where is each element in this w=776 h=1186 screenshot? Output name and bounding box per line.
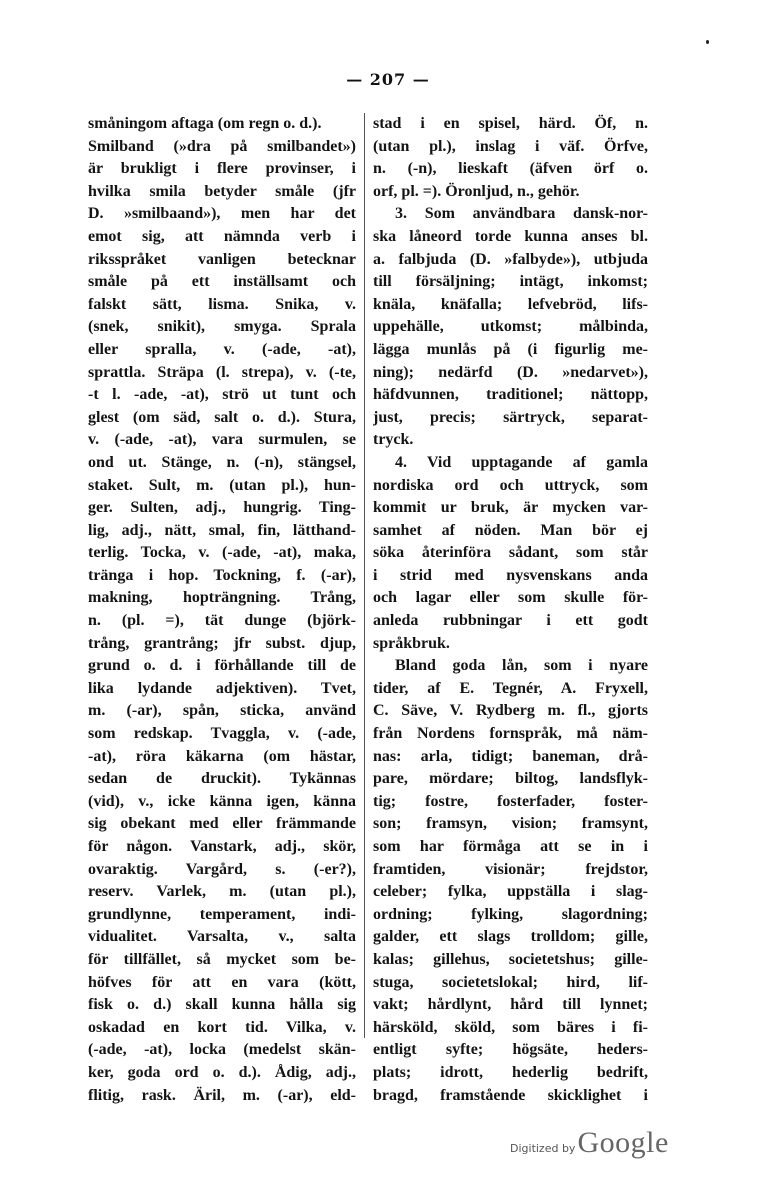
- right-text-column: [373, 113, 648, 1107]
- text-line: sig obekant med eller främmande: [88, 815, 356, 833]
- text-line: C. Säve, V. Rydberg m. fl., gjorts: [373, 702, 648, 720]
- text-line: m. (-ar), spån, sticka, använd: [88, 702, 356, 720]
- text-line: v. (-ade, -at), vara surmulen, se: [88, 431, 356, 449]
- text-line: nordiska ord och uttryck, som: [373, 476, 648, 494]
- text-line: (utan pl.), inslag i väf. Örfve,: [373, 137, 648, 155]
- text-line: och lagar eller som skulle för-: [373, 589, 648, 607]
- text-line: uppehälle, utkomst; målbinda,: [373, 318, 648, 336]
- text-line: ovaraktig. Vargård, s. (-er?),: [88, 860, 356, 878]
- text-line: a. falbjuda (D. »falbyde»), utbjuda: [373, 250, 648, 268]
- text-line: entligt syfte; högsäte, heders-: [373, 1041, 648, 1059]
- text-line: eller spralla, v. (-ade, -at),: [88, 340, 356, 358]
- text-line: trång, grantrång; jfr subst. djup,: [88, 634, 356, 652]
- text-line: celeber; fylka, uppställa i slag-: [373, 883, 648, 901]
- text-line: bragd, framstående skicklighet i: [373, 1086, 648, 1104]
- text-line: galder, ett slags trolldom; gille,: [373, 928, 648, 946]
- text-line: samhet af nöden. Man bör ej: [373, 521, 648, 539]
- text-line: kalas; gillehus, societetshus; gille-: [373, 950, 648, 968]
- text-line: tider, af E. Tegnér, A. Fryxell,: [373, 679, 648, 697]
- text-line: ond ut. Stänge, n. (-n), stängsel,: [88, 453, 356, 471]
- text-line: kommit ur bruk, är mycken var-: [373, 499, 648, 517]
- text-line: 3. Som användbara dansk-nor-: [395, 205, 648, 223]
- text-line: från Nordens fornspråk, må näm-: [373, 725, 648, 743]
- text-line: flitig, rask. Äril, m. (-ar), eld-: [88, 1086, 356, 1104]
- text-line: oskadad en kort tid. Vilka, v.: [88, 1018, 356, 1036]
- text-line: staket. Sult, m. (utan pl.), hun-: [88, 476, 356, 494]
- text-line: n. (pl. =), tät dunge (björk-: [88, 612, 356, 630]
- text-line: lägga munlås på (i figurlig me-: [373, 340, 648, 358]
- text-line: är brukligt i flere provinser, i: [88, 160, 356, 178]
- text-line: tränga i hop. Tockning, f. (-ar),: [88, 566, 356, 584]
- text-line: ordning; fylking, slagordning;: [373, 905, 648, 923]
- text-line: härsköld, sköld, som bäres i fi-: [373, 1018, 648, 1036]
- left-text-column: [88, 113, 356, 1107]
- text-line: språkbruk.: [373, 634, 450, 652]
- page-number: — 207 —: [346, 70, 430, 89]
- text-line: vidualitet. Varsalta, v., salta: [88, 928, 356, 946]
- text-line: falskt sätt, lisma. Snika, v.: [88, 295, 356, 313]
- digitized-by-google-watermark: [510, 1126, 669, 1160]
- text-line: knäla, knäfalla; lefvebröd, lifs-: [373, 295, 648, 313]
- text-line: tryck.: [373, 431, 414, 449]
- text-line: framtiden, visionär; frejdstor,: [373, 860, 648, 878]
- text-line: sedan de druckit). Tykännas: [88, 770, 356, 788]
- text-line: ning); nedärfd (D. »nedarvet»),: [373, 363, 648, 381]
- text-line: höfves för att en vara (kött,: [88, 973, 356, 991]
- text-line: till försäljning; intägt, inkomst;: [373, 273, 648, 291]
- text-line: ger. Sulten, adj., hungrig. Ting-: [88, 499, 356, 517]
- text-line: lika lydande adjektiven). Tvet,: [88, 679, 356, 697]
- text-line: -t l. -ade, -at), strö ut tunt och: [88, 386, 356, 404]
- text-line: (-ade, -at), locka (medelst skän-: [88, 1041, 356, 1059]
- column-divider: [364, 113, 365, 1038]
- text-line: småningom aftaga (om regn o. d.).: [88, 115, 322, 132]
- text-line: hvilka smila betyder småle (jfr: [88, 182, 356, 200]
- text-line: ska låneord torde kunna anses bl.: [373, 227, 648, 245]
- text-line: anleda rubbningar i ett godt: [373, 612, 648, 630]
- text-line: sprattla. Sträpa (l. strepa), v. (-te,: [88, 363, 356, 381]
- text-line: nas: arla, tidigt; baneman, drå-: [373, 747, 648, 765]
- text-line: som redskap. Tvaggla, v. (-ade,: [88, 725, 356, 743]
- text-line: för någon. Vanstark, adj., skör,: [88, 838, 356, 855]
- text-line: för tillfället, så mycket som be-: [88, 950, 356, 968]
- text-line: just, precis; särtryck, separat-: [373, 408, 648, 426]
- text-line: vakt; hårdlynt, hård till lynnet;: [373, 996, 648, 1014]
- text-line: Smilband (»dra på smilbandet»): [88, 137, 356, 155]
- stray-ink-mark: [706, 40, 709, 44]
- text-line: emot sig, att nämnda verb i: [88, 227, 356, 245]
- text-line: son; framsyn, vision; framsynt,: [373, 815, 648, 833]
- text-line: terlig. Tocka, v. (-ade, -at), maka,: [88, 544, 356, 562]
- text-line: stuga, societetslokal; hird, lif-: [373, 973, 648, 991]
- digitized-by-label: Digitized by: [510, 1142, 576, 1155]
- text-line: småle på ett inställsamt och: [88, 273, 356, 291]
- text-line: söka återinföra sådant, som står: [373, 544, 648, 562]
- text-line: tig; fostre, fosterfader, foster-: [373, 792, 648, 810]
- text-line: makning, hopträngning. Trång,: [88, 589, 356, 607]
- text-line: reserv. Varlek, m. (utan pl.),: [88, 883, 356, 901]
- text-line: i strid med nysvenskans anda: [373, 566, 648, 584]
- text-line: 4. Vid upptagande af gamla: [395, 453, 648, 471]
- text-line: ker, goda ord o. d.). Ådig, adj.,: [88, 1063, 356, 1081]
- text-line: riksspråket vanligen betecknar: [88, 250, 356, 268]
- text-line: D. »smilbaand»), men har det: [88, 205, 356, 223]
- text-line: (vid), v., icke känna igen, känna: [88, 792, 356, 810]
- text-line: plats; idrott, hederlig bedrift,: [373, 1063, 648, 1081]
- text-line: glest (om säd, salt o. d.). Stura,: [88, 408, 356, 426]
- text-line: Bland goda lån, som i nyare: [395, 657, 648, 675]
- google-logo: Google: [577, 1126, 669, 1159]
- text-line: grundlynne, temperament, indi-: [88, 905, 356, 923]
- text-line: lig, adj., nätt, smal, fin, lätthand-: [88, 521, 356, 539]
- text-line: häfdvunnen, traditionel; nättopp,: [373, 386, 648, 404]
- text-line: stad i en spisel, härd. Öf, n.: [373, 115, 648, 132]
- text-line: (snek, snikit), smyga. Sprala: [88, 318, 356, 336]
- text-line: grund o. d. i förhållande till de: [88, 657, 356, 675]
- text-line: n. (-n), lieskaft (äfven örf o.: [373, 160, 648, 178]
- text-line: som har förmåga att se in i: [373, 838, 648, 855]
- text-line: pare, mördare; biltog, landsflyk-: [373, 770, 648, 788]
- text-line: fisk o. d.) skall kunna hålla sig: [88, 996, 356, 1014]
- text-line: orf, pl. =). Öronljud, n., gehör.: [373, 182, 580, 200]
- text-line: -at), röra käkarna (om hästar,: [88, 747, 356, 765]
